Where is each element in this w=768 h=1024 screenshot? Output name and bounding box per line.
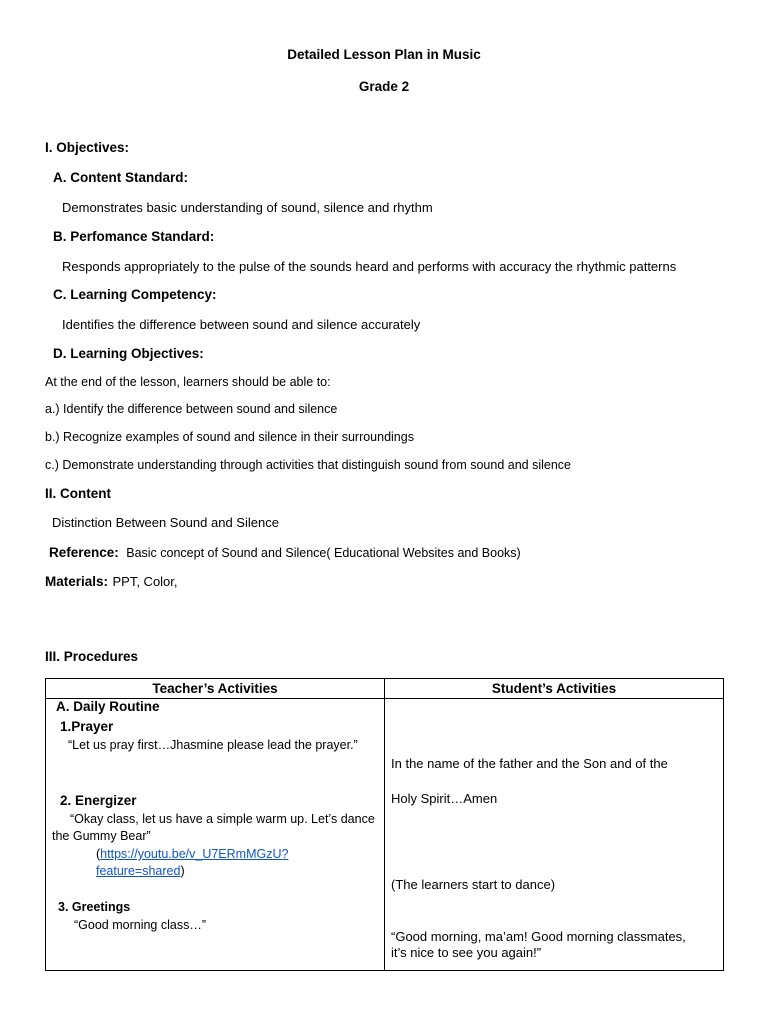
greetings-text: “Good morning class…” bbox=[74, 918, 206, 932]
reference-label: Reference: bbox=[49, 545, 119, 560]
teacher-activities-header: Teacher’s Activities bbox=[46, 679, 385, 699]
materials-text: PPT, Color, bbox=[112, 574, 178, 589]
student-activities-cell bbox=[385, 699, 724, 971]
daily-routine-label: A. Daily Routine bbox=[56, 699, 160, 714]
student-greeting-line1: “Good morning, ma’am! Good morning classmates, bbox=[391, 929, 686, 944]
procedures-heading: III. Procedures bbox=[45, 649, 139, 664]
student-prayer-line2: Holy Spirit…Amen bbox=[391, 791, 498, 806]
document-title: Detailed Lesson Plan in Music bbox=[287, 47, 481, 62]
content-standard-label: A. Content Standard: bbox=[53, 170, 188, 185]
grade-label: Grade 2 bbox=[358, 79, 410, 94]
learning-competency-label: C. Learning Competency: bbox=[53, 287, 217, 302]
learning-objectives-label: D. Learning Objectives: bbox=[53, 346, 204, 361]
link-paren-open: ( bbox=[96, 847, 101, 861]
student-dance-text: (The learners start to dance) bbox=[391, 877, 556, 892]
prayer-text: “Let us pray first…Jhasmine please lead the prayer.” bbox=[68, 738, 358, 752]
performance-standard-text: Responds appropriately to the pulse of the sounds heard and performs with accuracy the rhythmic patterns bbox=[62, 259, 677, 274]
learning-objectives-intro: At the end of the lesson, learners should be able to: bbox=[45, 375, 331, 389]
energizer-text-line1: “Okay class, let us have a simple warm up. Let’s dance bbox=[70, 812, 375, 826]
greetings-label: 3. Greetings bbox=[58, 900, 131, 914]
learning-objective-item: c.) Demonstrate understanding through activities that distinguish sound from sound and silence bbox=[45, 458, 571, 472]
content-standard-text: Demonstrates basic understanding of sound, silence and rhythm bbox=[62, 200, 433, 215]
learning-objective-item: b.) Recognize examples of sound and silence in their surroundings bbox=[45, 430, 414, 444]
student-prayer-line1: In the name of the father and the Son and of the bbox=[391, 756, 668, 771]
learning-objective-item: a.) Identify the difference between sound and silence bbox=[45, 402, 338, 416]
objectives-heading: I. Objectives: bbox=[45, 140, 130, 155]
materials-line bbox=[45, 573, 178, 591]
content-heading: II. Content bbox=[45, 486, 111, 501]
youtube-link[interactable]: https://youtu.be/v_U7ERmMGzU? bbox=[100, 847, 289, 861]
learning-competency-text: Identifies the difference between sound and silence accurately bbox=[62, 317, 421, 332]
reference-text: Basic concept of Sound and Silence( Educational Websites and Books) bbox=[126, 546, 521, 560]
youtube-link-continued[interactable]: feature=shared bbox=[96, 864, 181, 878]
student-activities-header: Student’s Activities bbox=[385, 679, 724, 699]
prayer-label: 1.Prayer bbox=[60, 719, 114, 734]
energizer-link-line2 bbox=[96, 864, 185, 878]
energizer-text-line2: the Gummy Bear” bbox=[52, 829, 151, 843]
table-header-row bbox=[46, 679, 724, 699]
table-row bbox=[46, 699, 724, 971]
link-paren-close: ) bbox=[180, 864, 185, 878]
energizer-label: 2. Energizer bbox=[60, 793, 137, 808]
energizer-link-line1 bbox=[96, 847, 288, 861]
procedures-table bbox=[45, 678, 724, 971]
materials-label: Materials: bbox=[45, 574, 109, 589]
performance-standard-label: B. Perfomance Standard: bbox=[53, 229, 215, 244]
reference-line bbox=[49, 544, 521, 562]
student-greeting-line2: it’s nice to see you again!” bbox=[391, 945, 542, 960]
teacher-activities-cell bbox=[46, 699, 385, 971]
content-text: Distinction Between Sound and Silence bbox=[52, 515, 279, 530]
